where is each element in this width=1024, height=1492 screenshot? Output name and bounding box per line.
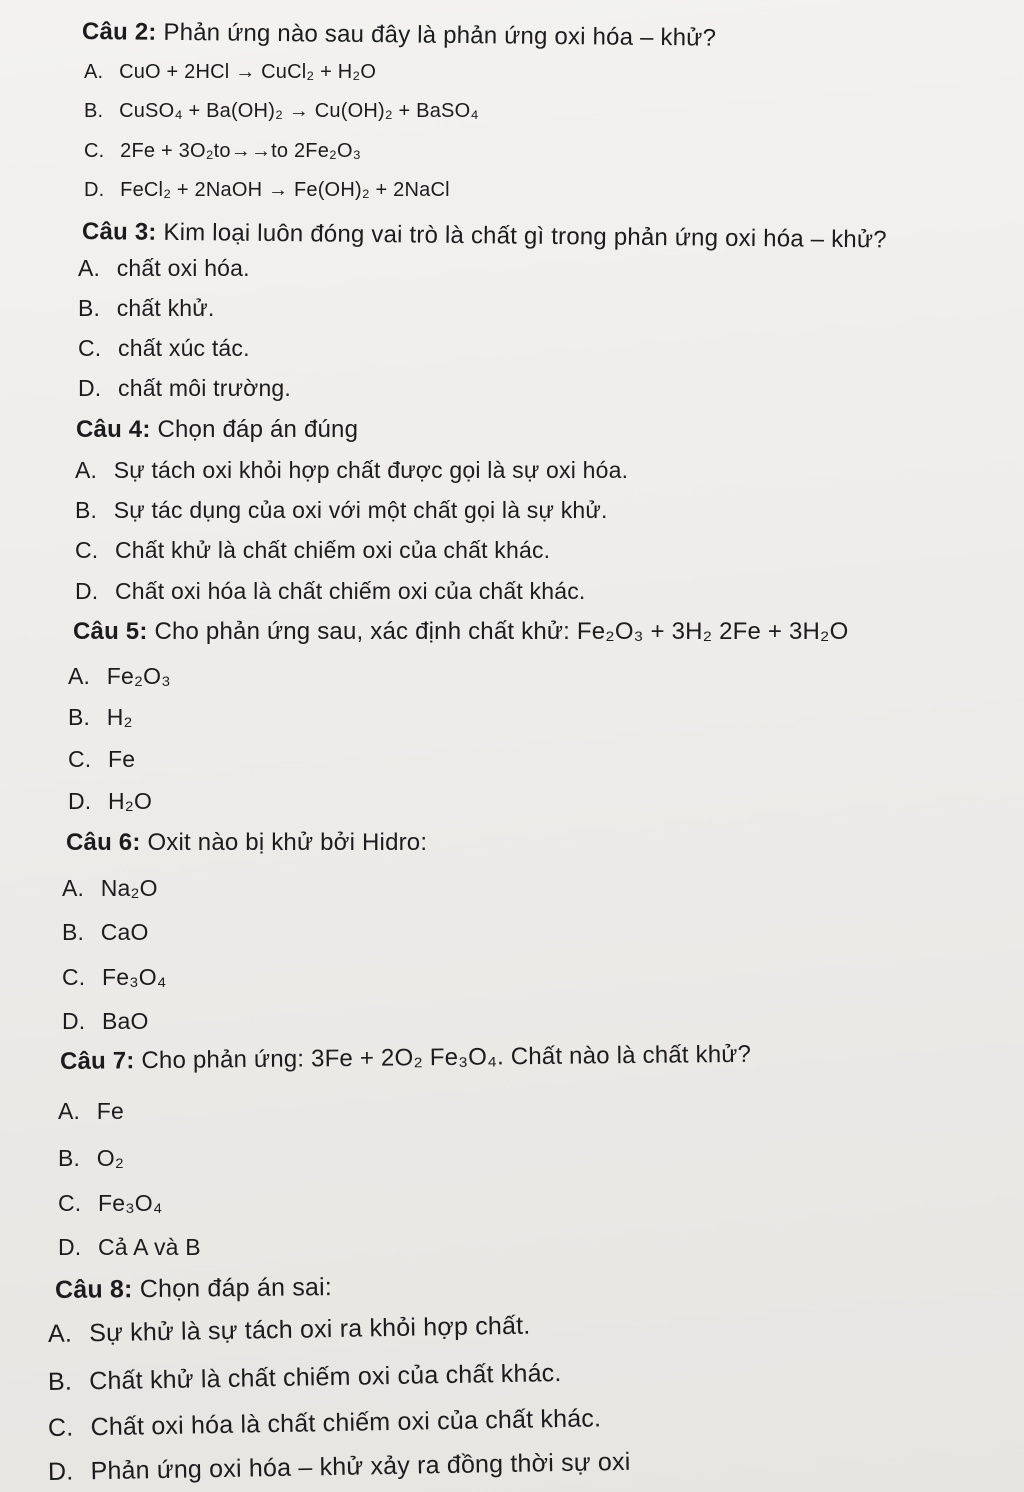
- option-text: Fe₂O₃: [106, 663, 171, 689]
- question-3-option-d: [78, 374, 291, 402]
- option-text: Sự tách oxi khỏi hợp chất được gọi là sự oxi hóa.: [113, 457, 629, 483]
- option-letter: D.: [84, 179, 105, 201]
- option-letter: A.: [68, 663, 91, 689]
- option-letter: C.: [47, 1413, 74, 1442]
- option-text: Chất khử là chất chiếm oxi của chất khác.: [115, 537, 551, 563]
- option-letter: A.: [58, 1098, 81, 1124]
- option-text: chất khử.: [116, 295, 215, 321]
- option-letter: D.: [75, 578, 99, 604]
- question-4: [76, 416, 358, 444]
- option-text: Chất oxi hóa là chất chiếm oxi của chất khác.: [90, 1404, 602, 1442]
- option-letter: D.: [62, 1008, 86, 1034]
- option-text: Na₂O: [100, 875, 158, 901]
- question-label: Câu 4:: [76, 416, 151, 443]
- option-letter: C.: [62, 964, 86, 990]
- question-4-option-a: [75, 456, 628, 484]
- question-label: Câu 5:: [73, 618, 148, 645]
- question-8: [55, 1273, 332, 1304]
- question-label: Câu 2:: [81, 18, 157, 46]
- question-5-option-a: [68, 662, 171, 690]
- question-8-option-b: [48, 1359, 562, 1396]
- question-text: Chọn đáp án sai:: [139, 1273, 333, 1304]
- option-letter: D.: [78, 375, 102, 401]
- question-7-option-b: [58, 1144, 124, 1172]
- option-text: Fe₃O₄: [98, 1190, 163, 1216]
- option-text: chất xúc tác.: [118, 335, 250, 361]
- option-letter: A.: [78, 255, 101, 281]
- question-text: Chọn đáp án đúng: [157, 416, 359, 443]
- question-2-option-b: [84, 97, 479, 125]
- question-text: Oxit nào bị khử bởi Hidro:: [147, 829, 428, 856]
- question-text: Kim loại luôn đóng vai trò là chất gì trong phản ứng oxi hóa – khử?: [163, 218, 887, 254]
- option-letter: C.: [78, 335, 102, 361]
- question-2: [82, 18, 716, 53]
- option-letter: C.: [75, 537, 99, 563]
- option-text: H₂O: [108, 788, 153, 814]
- question-5: [73, 618, 848, 646]
- option-text: Fe: [108, 746, 136, 772]
- question-8-option-d: [48, 1448, 631, 1486]
- question-7-option-a: [58, 1097, 124, 1125]
- question-7-option-d: [58, 1233, 201, 1261]
- question-6: [66, 829, 427, 857]
- question-2-option-c: [84, 137, 361, 165]
- option-letter: C.: [84, 140, 105, 162]
- question-2-option-a: [84, 58, 376, 86]
- option-text: Fe₃O₄: [102, 964, 167, 990]
- question-8-option-c: [48, 1404, 602, 1442]
- question-7-option-c: [58, 1189, 163, 1217]
- question-label: Câu 8:: [54, 1275, 133, 1304]
- option-letter: B.: [78, 295, 101, 321]
- option-text: 2Fe + 3O₂to→→to 2Fe₂O₃: [120, 140, 362, 162]
- option-text: Chất khử là chất chiếm oxi của chất khác.: [88, 1359, 562, 1396]
- option-letter: B.: [62, 919, 85, 945]
- option-letter: A.: [84, 61, 104, 83]
- option-text: O₂: [96, 1145, 124, 1171]
- option-text: chất oxi hóa.: [116, 255, 250, 281]
- option-letter: B.: [58, 1145, 81, 1171]
- option-letter: A.: [75, 457, 98, 483]
- question-text: Phản ứng nào sau đây là phản ứng oxi hóa – khử?: [163, 18, 717, 52]
- question-3-option-a: [78, 254, 250, 282]
- option-letter: A.: [62, 875, 85, 901]
- option-letter: B.: [84, 100, 104, 122]
- question-6-option-b: [62, 918, 149, 946]
- option-text: H₂: [106, 704, 133, 730]
- question-label: Câu 3:: [81, 218, 157, 246]
- question-3-option-c: [78, 334, 250, 362]
- option-letter: B.: [47, 1367, 73, 1396]
- option-text: CuSO₄ + Ba(OH)₂ → Cu(OH)₂ + BaSO₄: [119, 100, 479, 122]
- option-text: Cả A và B: [98, 1234, 201, 1260]
- option-text: Chất oxi hóa là chất chiếm oxi của chất khác.: [115, 578, 586, 604]
- option-letter: B.: [68, 704, 91, 730]
- question-5-option-d: [68, 787, 152, 815]
- question-6-option-d: [62, 1007, 149, 1035]
- option-letter: B.: [75, 497, 98, 523]
- question-2-option-d: [84, 176, 450, 204]
- option-text: Sự tác dụng của oxi với một chất gọi là sự khử.: [113, 497, 608, 523]
- option-text: CuO + 2HCl → CuCl₂ + H₂O: [119, 61, 377, 83]
- question-6-option-a: [62, 874, 158, 902]
- option-text: FeCl₂ + 2NaOH → Fe(OH)₂ + 2NaCl: [120, 179, 450, 201]
- question-4-option-b: [75, 496, 608, 524]
- question-5-option-c: [68, 745, 135, 773]
- option-letter: D.: [58, 1234, 82, 1260]
- option-text: chất môi trường.: [118, 375, 292, 401]
- option-text: BaO: [102, 1008, 149, 1034]
- question-label: Câu 7:: [59, 1047, 135, 1075]
- question-3: [82, 218, 887, 254]
- option-letter: A.: [47, 1319, 73, 1348]
- question-text: Cho phản ứng: 3Fe + 2O₂ Fe₃O₄. Chất nào là chất khử?: [141, 1040, 752, 1075]
- question-3-option-b: [78, 294, 214, 322]
- question-4-option-d: [75, 577, 586, 605]
- question-8-option-a: [48, 1312, 531, 1348]
- option-text: Phản ứng oxi hóa – khử xảy ra đồng thời sự oxi: [90, 1447, 631, 1486]
- option-letter: D.: [68, 788, 92, 814]
- option-text: CaO: [100, 919, 149, 945]
- option-text: Sự khử là sự tách oxi ra khỏi hợp chất.: [88, 1311, 531, 1348]
- question-6-option-c: [62, 963, 167, 991]
- question-4-option-c: [75, 536, 550, 564]
- option-letter: D.: [47, 1457, 74, 1486]
- question-text: Cho phản ứng sau, xác định chất khử: Fe₂O₃ + 3H₂ 2Fe + 3H₂O: [154, 618, 849, 645]
- question-label: Câu 6:: [66, 829, 141, 856]
- option-letter: C.: [68, 746, 92, 772]
- question-7: [60, 1041, 751, 1076]
- option-text: Fe: [96, 1098, 124, 1124]
- question-5-option-b: [68, 703, 133, 731]
- option-letter: C.: [58, 1190, 82, 1216]
